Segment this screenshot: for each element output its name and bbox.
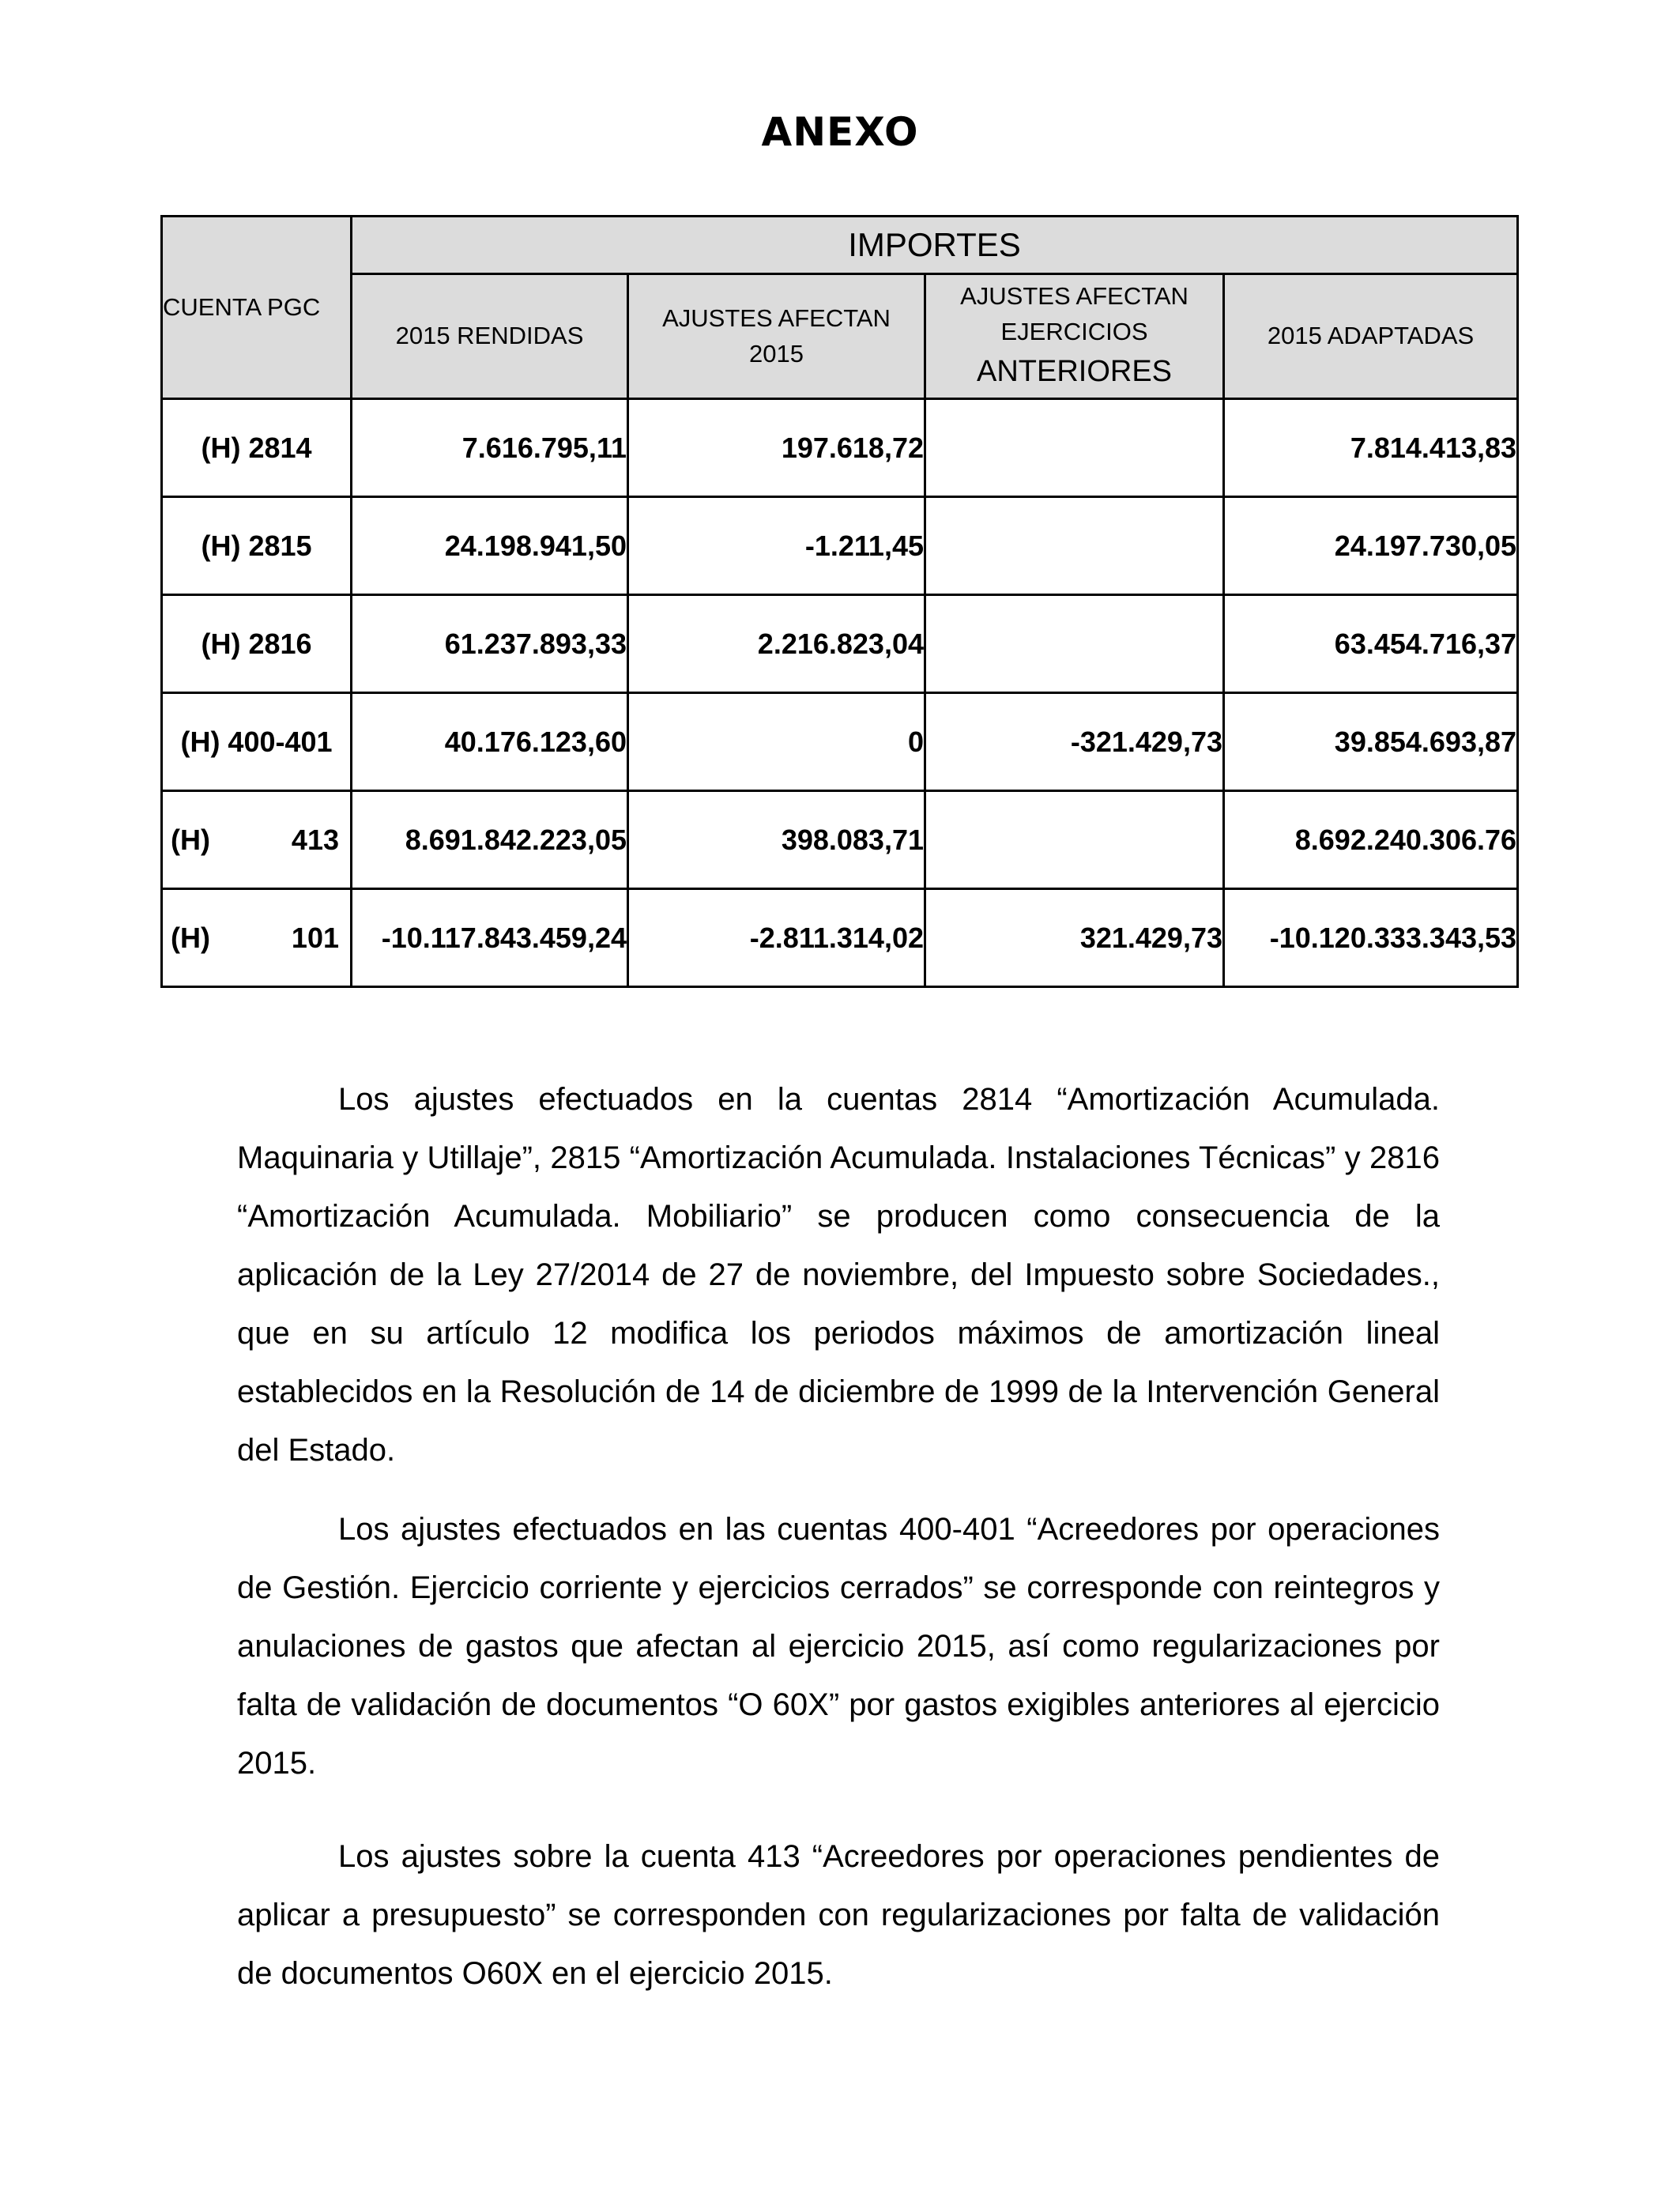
account-cell xyxy=(162,791,352,889)
ajustes-2015-cell: 2.216.823,04 xyxy=(628,595,925,693)
header-line: ANTERIORES xyxy=(976,354,1173,388)
paragraph-cuenta-413 xyxy=(237,1827,1440,2003)
header-importes: IMPORTES xyxy=(352,217,1518,274)
header-line: 2015 ADAPTADAS xyxy=(1267,322,1475,350)
paragraph-amortizacion xyxy=(237,1070,1440,1480)
account-cell: (H) 400-401 xyxy=(162,693,352,791)
header-line: 2015 xyxy=(749,339,804,368)
adaptadas-cell: 8.692.240.306.76 xyxy=(1224,791,1518,889)
table-header-row-group xyxy=(162,217,1518,274)
account-code: 101 xyxy=(291,921,339,954)
table-row xyxy=(162,693,1518,791)
table-row xyxy=(162,889,1518,987)
adaptadas-cell: 63.454.716,37 xyxy=(1224,595,1518,693)
header-ajustes-2015 xyxy=(628,274,925,399)
adaptadas-cell: -10.120.333.343,53 xyxy=(1224,889,1518,987)
paragraph-text: Los ajustes efectuados en las cuentas 400-401 “Acreedores por operaciones de Gestión. Ejercicio corriente y ejercicios cerrados” se corresponde con reintegros y anulaciones de gastos que afectan al ejercicio 2015, así como regularizaciones por falta de validación de documentos “O 60X” por gastos exigibles anteriores al ejercicio 2015. xyxy=(237,1512,1440,1781)
header-2015-adaptadas xyxy=(1224,274,1518,399)
account-prefix: (H) xyxy=(171,823,210,856)
account-cell: (H) 2816 xyxy=(162,595,352,693)
table-row xyxy=(162,595,1518,693)
ajustes-2015-cell: 197.618,72 xyxy=(628,399,925,497)
table-row xyxy=(162,497,1518,595)
ajustes-2015-cell: 0 xyxy=(628,693,925,791)
table-header-row-columns xyxy=(162,274,1518,399)
adaptadas-cell: 7.814.413,83 xyxy=(1224,399,1518,497)
ajustes-2015-cell: 398.083,71 xyxy=(628,791,925,889)
header-line: AJUSTES AFECTAN xyxy=(662,303,891,332)
rendidas-cell: 24.198.941,50 xyxy=(352,497,628,595)
rendidas-cell: 7.616.795,11 xyxy=(352,399,628,497)
ajustes-anteriores-cell xyxy=(925,399,1224,497)
account-cell: (H) 2814 xyxy=(162,399,352,497)
header-2015-rendidas xyxy=(352,274,628,399)
account-code: 413 xyxy=(291,823,339,856)
account-cell xyxy=(162,889,352,987)
header-cuenta-pgc: CUENTA PGC xyxy=(162,217,352,399)
adaptadas-cell: 24.197.730,05 xyxy=(1224,497,1518,595)
ajustes-anteriores-cell: 321.429,73 xyxy=(925,889,1224,987)
ajustes-2015-cell: -1.211,45 xyxy=(628,497,925,595)
table-row xyxy=(162,399,1518,497)
page-title: ANEXO xyxy=(761,109,919,155)
paragraph-text: Los ajustes sobre la cuenta 413 “Acreedores por operaciones pendientes de aplicar a presupuesto” se corresponden con regularizaciones por falta de validación de documentos O60X en el ejercicio 2015. xyxy=(237,1839,1440,1991)
rendidas-cell: 40.176.123,60 xyxy=(352,693,628,791)
account-prefix: (H) xyxy=(171,921,210,954)
header-ajustes-anteriores xyxy=(925,274,1224,399)
header-line: AJUSTES AFECTAN xyxy=(960,282,1188,311)
ajustes-anteriores-cell xyxy=(925,791,1224,889)
account-cell: (H) 2815 xyxy=(162,497,352,595)
rendidas-cell: 61.237.893,33 xyxy=(352,595,628,693)
ajustes-anteriores-cell xyxy=(925,497,1224,595)
importes-table xyxy=(160,215,1519,988)
ajustes-anteriores-cell: -321.429,73 xyxy=(925,693,1224,791)
paragraph-text: Los ajustes efectuados en la cuentas 2814 “Amortización Acumulada. Maquinaria y Utillaje”, 2815 “Amortización Acumulada. Instalaciones Técnicas” y 2816 “Amortización Acumulada. Mobiliario” se producen como consecuencia de la aplicación de la Ley 27/2014 de 27 de noviembre, del Impuesto sobre Sociedades., que en su artículo 12 modifica los periodos máximos de amortización lineal establecidos en la Resolución de 14 de diciembre de 1999 de la Intervención General del Estado. xyxy=(237,1082,1440,1468)
table-row xyxy=(162,791,1518,889)
ajustes-2015-cell: -2.811.314,02 xyxy=(628,889,925,987)
rendidas-cell: 8.691.842.223,05 xyxy=(352,791,628,889)
ajustes-anteriores-cell xyxy=(925,595,1224,693)
header-line: 2015 RENDIDAS xyxy=(395,322,584,350)
rendidas-cell: -10.117.843.459,24 xyxy=(352,889,628,987)
header-line: EJERCICIOS xyxy=(1000,317,1148,345)
adaptadas-cell: 39.854.693,87 xyxy=(1224,693,1518,791)
paragraph-acreedores xyxy=(237,1500,1440,1793)
